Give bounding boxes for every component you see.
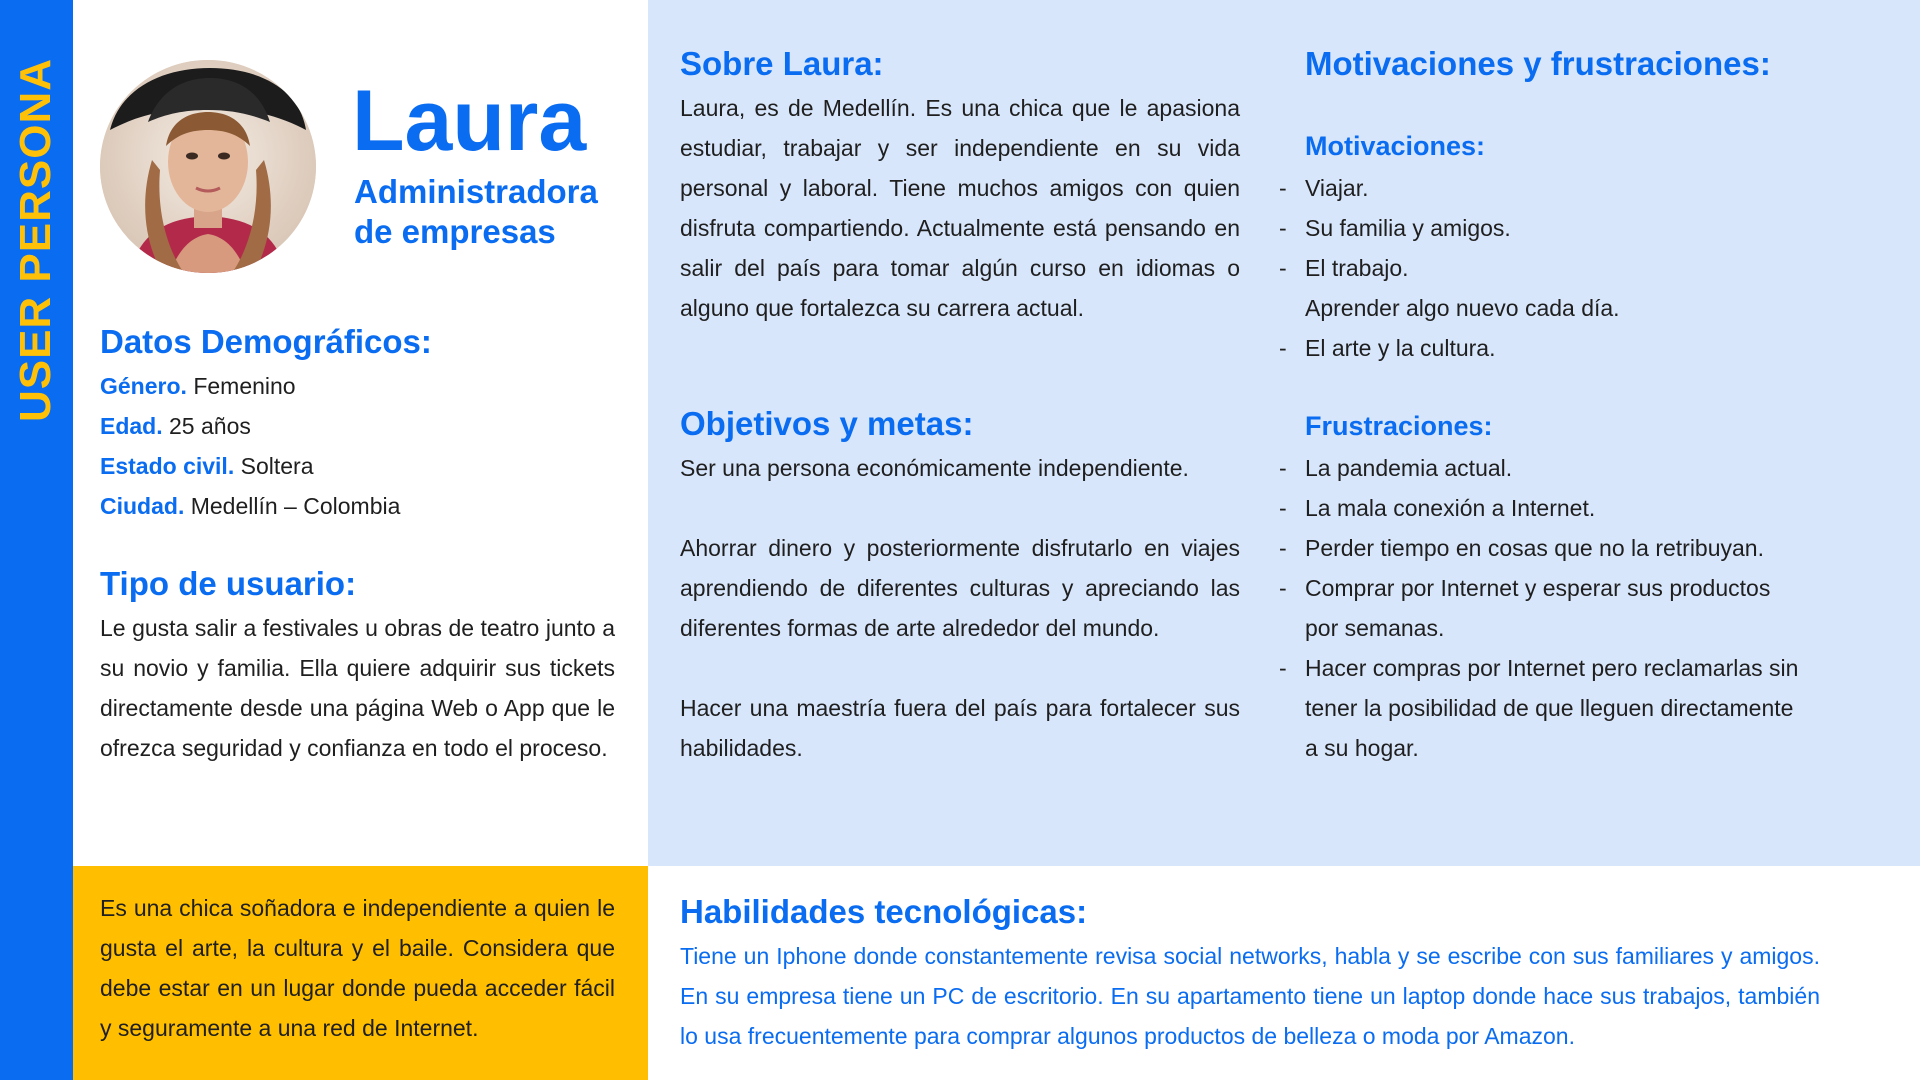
demographics-title: Datos Demográficos: (100, 323, 432, 360)
tech-skills-text: Tiene un Iphone donde constantemente revisa social networks, habla y se escribe con sus familiares y amigos. En su empresa tiene un PC de escritorio. En su apartamento tiene un laptop donde hace sus trabajos, también lo usa frecuentemente para comprar algunos productos de belleza o moda por Amazon. (680, 943, 1820, 1049)
persona-role-line-1: Administradora (354, 173, 598, 210)
sidebar-label: USER PERSONA (11, 57, 60, 423)
goal-item: Ahorrar dinero y posteriormente disfrutarlo en viajes aprendiendo de diferentes culturas y apreciando las diferentes formas de arte alrededor del mundo. (680, 535, 1240, 641)
sidebar (0, 0, 73, 1080)
goals-list (680, 448, 1240, 768)
motivation-item: - El trabajo. (1305, 248, 1845, 288)
about-title: Sobre Laura: (680, 45, 884, 82)
user-type-title: Tipo de usuario: (100, 565, 357, 602)
goal-item: Ser una persona económicamente independiente. (680, 455, 1189, 481)
motivations-list (1305, 168, 1845, 368)
motivation-item: - Viajar. (1305, 168, 1845, 208)
motivations-title: Motivaciones: (1305, 131, 1486, 161)
frustrations-title: Frustraciones: (1305, 411, 1493, 441)
demographics-row (100, 366, 400, 406)
demographics-key: Ciudad. (100, 493, 185, 519)
frustrations-list (1305, 448, 1805, 768)
goal-item: Hacer una maestría fuera del país para fortalecer sus habilidades. (680, 695, 1240, 761)
summary-text: Es una chica soñadora e independiente a quien le gusta el arte, la cultura y el baile. Considera que debe estar en un lugar donde pueda acceder fácil y seguramente a una red de Internet. (100, 895, 615, 1041)
demographics-value: Femenino (193, 373, 296, 399)
frustration-item: - La mala conexión a Internet. (1305, 488, 1805, 528)
motivations-frustrations-title: Motivaciones y frustraciones: (1305, 45, 1771, 82)
persona-role (354, 172, 614, 252)
demographics-key: Género. (100, 373, 187, 399)
demographics-value: Soltera (240, 453, 314, 479)
frustration-item: - Hacer compras por Internet pero reclamarlas sin tener la posibilidad de que lleguen directamente a su hogar. (1305, 648, 1805, 768)
motivation-item: Aprender algo nuevo cada día. (1305, 295, 1620, 321)
tech-skills-title: Habilidades tecnológicas: (680, 893, 1088, 930)
user-type-text: Le gusta salir a festivales u obras de teatro junto a su novio y familia. Ella quiere adquirir sus tickets directamente desde una página Web o App que le ofrezca seguridad y confianza en todo el proceso. (100, 615, 615, 761)
demographics-key: Estado civil. (100, 453, 235, 479)
motivation-item: - El arte y la cultura. (1305, 328, 1845, 368)
demographics-row (100, 446, 400, 486)
demographics-row (100, 406, 400, 446)
demographics-value: Medellín – Colombia (190, 493, 401, 519)
avatar (100, 60, 316, 273)
demographics-key: Edad. (100, 413, 163, 439)
frustration-item: - Comprar por Internet y esperar sus productos por semanas. (1305, 568, 1805, 648)
demographics-list (100, 366, 400, 526)
persona-role-line-2: de empresas (354, 213, 556, 250)
motivation-item: - Su familia y amigos. (1305, 208, 1845, 248)
demographics-row (100, 486, 400, 526)
frustration-item: - La pandemia actual. (1305, 448, 1805, 488)
about-text: Laura, es de Medellín. Es una chica que le apasiona estudiar, trabajar y ser independiente en su vida personal y laboral. Tiene muchos amigos con quien disfruta compartiendo. Actualmente está pensando en salir del país para tomar algún curso en idiomas o alguno que fortalezca su carrera actual. (680, 95, 1240, 321)
goals-title: Objetivos y metas: (680, 405, 974, 442)
persona-name: Laura (352, 73, 587, 169)
demographics-value: 25 años (169, 413, 251, 439)
avatar-photo (100, 60, 316, 273)
frustration-item: - Perder tiempo en cosas que no la retribuyan. (1305, 528, 1805, 568)
